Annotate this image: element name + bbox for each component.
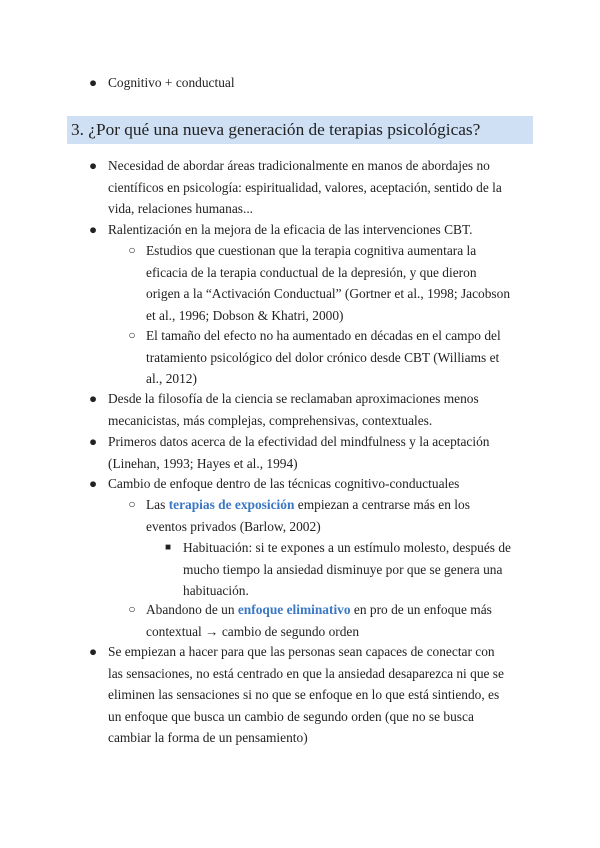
bullet-square-marker: ■ — [164, 542, 172, 553]
list-item-eliminative — [146, 599, 511, 642]
bullet-disc-marker: ● — [88, 158, 98, 173]
list-item-need: Necesidad de abordar áreas tradicionalmente en manos de abordajes no científicos en psicología: espiritualidad, valores, aceptación, sentido de la vida, relaciones humanas... — [108, 158, 502, 216]
list-item-mindfulness-data: Primeros datos acerca de la efectividad del mindfulness y la aceptación (Linehan, 1993; Hayes et al., 1994) — [108, 434, 490, 471]
list-item-effect-size: El tamaño del efecto no ha aumentado en décadas en el campo del tratamiento psicológico del dolor crónico desde CBT (Williams et al., 2012) — [146, 328, 501, 386]
list-item-sensations: Se empiezan a hacer para que las personas sean capaces de conectar con las sensaciones, no está centrado en que la ansiedad desaparezca ni que se eliminen las sensaciones si no que se enfoque en lo que está sintiendo, es un enfoque que busca un cambio de segundo orden (que no se busca cambiar la forma de un pensamiento) — [108, 644, 504, 745]
bullet-circle-marker: ○ — [128, 602, 136, 616]
list-item-studies: Estudios que cuestionan que la terapia cognitiva aumentara la eficacia de la terapia conductual de la depresión, y que dieron origen a la “Activación Conductual” (Gortner et al., 1998; Jacobson et al., 1996; Dobson & Khatri, 2000) — [146, 243, 511, 323]
list-item-habituation: Habituación: si te expones a un estímulo molesto, después de mucho tiempo la ansiedad disminuye por que se genera una habituación. — [183, 540, 512, 598]
list-item-exposure — [146, 494, 511, 537]
text-span: en pro de un enfoque más contextual → cambio de segundo orden — [146, 602, 492, 639]
list-item-slowdown: Ralentización en la mejora de la eficacia de las intervenciones CBT. — [108, 222, 473, 237]
text-span: Abandono de un — [146, 602, 238, 617]
bullet-disc-marker: ● — [88, 75, 98, 90]
bullet-disc-marker: ● — [88, 222, 98, 237]
list-item-philosophy: Desde la filosofía de la ciencia se reclamaban aproximaciones menos mecanicistas, más complejas, comprehensivas, contextuales. — [108, 391, 479, 428]
section-heading-text: 3. ¿Por qué una nueva generación de terapias psicológicas? — [71, 120, 481, 139]
bullet-disc-marker: ● — [88, 391, 98, 406]
list-item-cognitivo-conductual: Cognitivo + conductual — [108, 75, 235, 90]
list-item-focus-change: Cambio de enfoque dentro de las técnicas cognitivo-conductuales — [108, 476, 460, 491]
bullet-circle-marker: ○ — [128, 497, 136, 511]
section-heading — [67, 116, 533, 144]
bullet-circle-marker: ○ — [128, 243, 136, 257]
text-span: Las — [146, 497, 169, 512]
bullet-circle-marker: ○ — [128, 328, 136, 342]
link-enfoque-eliminativo[interactable]: enfoque eliminativo — [237, 602, 351, 617]
bullet-disc-marker: ● — [88, 476, 98, 491]
bullet-disc-marker: ● — [88, 434, 98, 449]
text-span: empiezan a centrarse más en los eventos privados (Barlow, 2002) — [146, 497, 470, 534]
bullet-disc-marker: ● — [88, 644, 98, 659]
link-terapias-exposicion[interactable]: terapias de exposición — [168, 497, 295, 512]
